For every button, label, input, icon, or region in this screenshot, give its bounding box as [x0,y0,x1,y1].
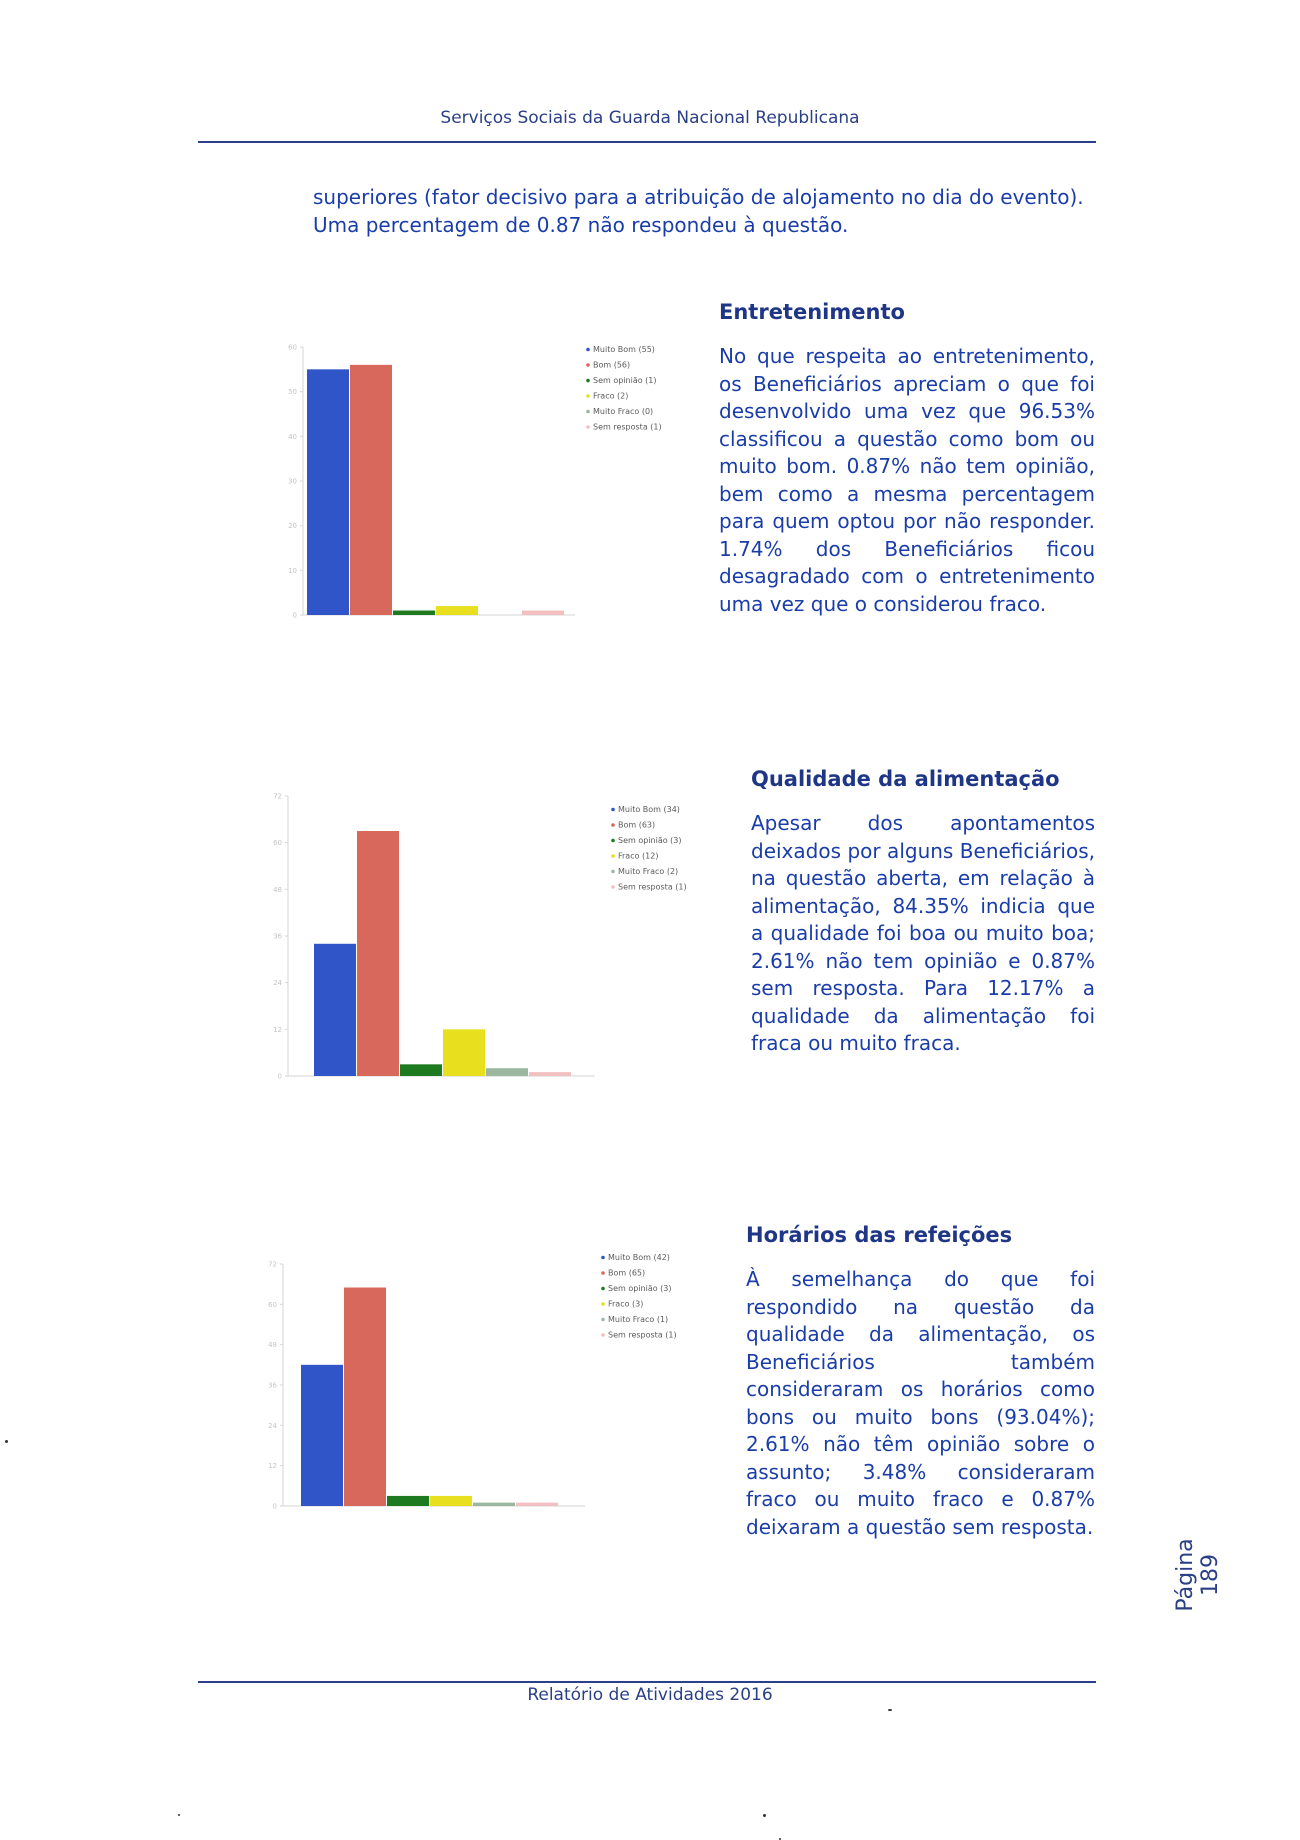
y-tick-label: 24 [273,979,282,988]
page-number: Página 189 [1173,1538,1223,1612]
y-tick-label: 48 [268,1341,277,1350]
y-tick-label: 12 [273,1025,282,1034]
bar-muito-fraco [486,1068,528,1076]
bar-bom [344,1288,386,1506]
scan-speck [5,1440,8,1443]
y-tick-label: 60 [288,343,297,352]
bar-fraco [436,606,478,615]
legend-marker [611,885,615,889]
chart-qualidade-alimentacao [255,786,725,1086]
bar-muito-bom [314,944,356,1076]
bar-sem-resposta [529,1072,571,1076]
chart-horarios-refeicoes [255,1240,725,1540]
y-tick-label: 50 [288,388,297,397]
legend-entry: Muito Fraco (2) [618,867,679,876]
scan-speck [178,1814,180,1816]
legend-marker [611,823,615,827]
y-tick-label: 20 [288,522,297,531]
legend-entry: Fraco (3) [608,1299,644,1309]
y-tick-label: 60 [273,839,282,848]
legend-marker [611,854,615,858]
legend-marker [601,1271,605,1275]
bar-bom [357,831,399,1076]
legend-entry: Fraco (12) [618,851,659,861]
intro-paragraph: superiores (fator decisivo para a atribuição de alojamento no dia do evento). Uma percentagem de 0.87 não respondeu à questão. [313,185,1084,237]
bar-sem-resposta [522,611,564,615]
bar-fraco [430,1496,472,1506]
bar-fraco [443,1029,485,1076]
legend-marker [601,1287,605,1291]
legend-marker [586,379,590,383]
bar-sem-resposta [516,1503,558,1506]
legend-entry: Muito Bom (34) [618,805,680,814]
bar-muito-bom [301,1365,343,1506]
legend-marker [601,1256,605,1260]
y-tick-label: 0 [272,1502,277,1511]
legend-entry: Bom (63) [618,820,656,830]
y-tick-label: 48 [273,885,282,894]
legend-marker [611,839,615,843]
legend-marker [601,1302,605,1306]
section-body-entretenimento: No que respeita ao entretenimento, os Beneficiários apreciam o que foi desenvolvido uma vez que 96.53% classificou a questão como bom ou muito bom. 0.87% não tem opinião, bem como a mesma percentagem para quem optou por não responder. 1.74% dos Beneficiários ficou desagradado com o entretenimento uma vez que o considerou fraco. [719,344,1095,616]
chart-entretenimento [255,322,725,622]
bar-bom [350,365,392,615]
section-heading-horarios-refeicoes: Horários das refeições [746,1223,1013,1247]
legend-entry: Bom (56) [593,360,631,370]
legend-entry: Muito Fraco (1) [608,1315,669,1324]
legend-entry: Sem resposta (1) [593,422,662,432]
y-tick-label: 0 [277,1072,282,1081]
section-body-horarios-refeicoes: À semelhança do que foi respondido na questão da qualidade da alimentação, os Beneficiários também consideraram os horários como bons ou muito bons (93.04%); 2.61% não têm opinião sobre o assunto; 3.48% consideraram fraco ou muito fraco e 0.87% deixaram a questão sem resposta. [746,1267,1095,1539]
y-tick-label: 40 [288,432,297,441]
legend-entry: Sem resposta (1) [608,1330,677,1340]
legend-marker [611,870,615,874]
legend-entry: Sem resposta (1) [618,882,687,892]
legend-entry: Muito Bom (55) [593,345,655,354]
legend-entry: Muito Fraco (0) [593,407,654,416]
section-heading-qualidade-alimentacao: Qualidade da alimentação [751,767,1060,791]
legend-entry: Sem opinião (3) [618,836,682,845]
page-header-title: Serviços Sociais da Guarda Nacional Republicana [440,108,860,128]
footer-divider [198,1681,1096,1683]
legend-marker [601,1333,605,1337]
legend-marker [586,394,590,398]
legend-marker [601,1318,605,1322]
legend-marker [611,808,615,812]
y-tick-label: 60 [268,1300,277,1309]
legend-marker [586,363,590,367]
legend-entry: Fraco (2) [593,391,629,401]
header-divider [198,141,1096,143]
page-footer-title: Relatório de Atividades 2016 [527,1685,773,1705]
legend-entry: Sem opinião (3) [608,1284,672,1293]
legend-marker [586,425,590,429]
scan-speck [763,1814,766,1817]
bar-sem-opiniao [387,1496,429,1506]
y-tick-label: 72 [273,792,282,801]
y-tick-label: 10 [288,566,297,575]
legend-entry: Muito Bom (42) [608,1253,670,1262]
legend-entry: Bom (65) [608,1268,646,1278]
y-tick-label: 0 [292,611,297,620]
y-tick-label: 24 [268,1421,277,1430]
y-tick-label: 36 [268,1381,277,1390]
bar-muito-fraco [473,1503,515,1506]
bar-sem-opiniao [400,1064,442,1076]
legend-entry: Sem opinião (1) [593,376,657,385]
y-tick-label: 12 [268,1462,277,1471]
legend-marker [586,348,590,352]
bar-muito-bom [307,369,349,615]
bar-sem-opiniao [393,611,435,615]
scan-speck [888,1709,892,1711]
legend-marker [586,410,590,414]
y-tick-label: 30 [288,477,297,486]
y-tick-label: 72 [268,1260,277,1269]
section-body-qualidade-alimentacao: Apesar dos apontamentos deixados por alguns Beneficiários, na questão aberta, em relação à alimentação, 84.35% indicia que a qualidade foi boa ou muito boa; 2.61% não tem opinião e 0.87% sem resposta. Para 12.17% a qualidade da alimentação foi fraca ou muito fraca. [751,811,1095,1055]
section-heading-entretenimento: Entretenimento [719,300,905,324]
y-tick-label: 36 [273,932,282,941]
